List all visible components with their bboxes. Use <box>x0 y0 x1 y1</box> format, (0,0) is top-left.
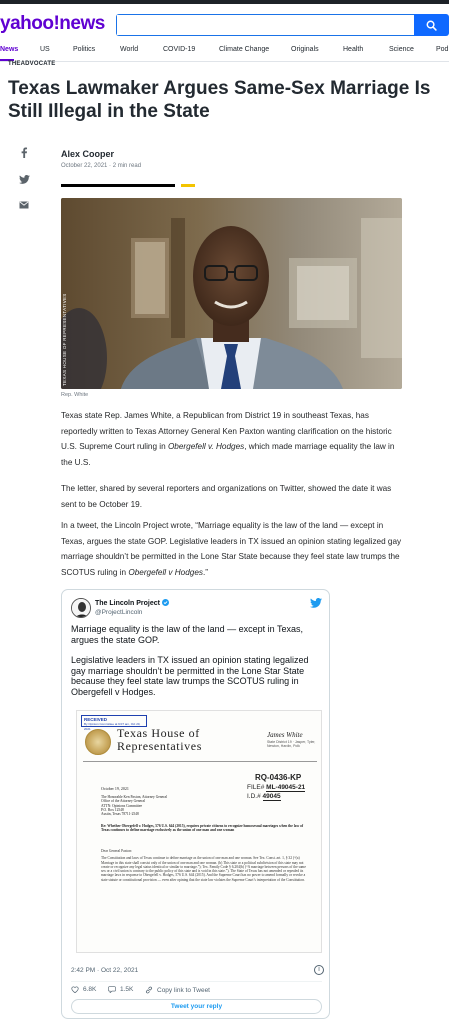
byline-bar <box>61 184 175 187</box>
reply-action[interactable] <box>108 986 133 993</box>
site-header <box>0 4 449 40</box>
paragraph-text: .” <box>202 567 208 577</box>
letter-address: The Honorable Ken Paxton, Attorney General Office of the Attorney General ATTN: Opinions Committee P.O. Box 12548 Austin, Texas 78711-2548 <box>101 795 168 817</box>
tweet-attached-document[interactable] <box>76 710 322 953</box>
letterhead-line-2: Representatives <box>117 739 202 753</box>
article-paragraph-1 <box>61 408 402 470</box>
publish-date: October 22, 2021 <box>61 163 108 169</box>
article-paragraph-2 <box>61 481 402 512</box>
file-number <box>247 784 305 791</box>
tweet-text-line-2: Legislative leaders in TX issued an opinion stating legalized gay marriage shouldn’t be permitted in the Lone Star State because they feel state law trumps the SCOTUS ruling in Obergefell v Hodges. <box>71 655 309 697</box>
nav-item-world[interactable]: World <box>120 46 139 53</box>
texas-seal-icon <box>85 729 111 755</box>
link-icon <box>145 986 153 994</box>
lincoln-portrait-icon <box>72 599 91 618</box>
id-number <box>247 793 281 800</box>
case-name: Obergefell v Hodges <box>128 567 203 577</box>
nav-item-climate[interactable]: Climate Change <box>219 46 270 53</box>
tweet-author-name[interactable] <box>95 599 169 607</box>
letter-date: October 19, 2021 <box>101 786 129 791</box>
id-value: 49045 <box>262 793 281 800</box>
reply-icon <box>108 986 116 993</box>
twitter-icon[interactable] <box>18 173 30 185</box>
nav-item-covid[interactable]: COVID-19 <box>163 46 196 53</box>
author-name[interactable]: Alex Cooper <box>61 149 115 159</box>
letterhead-rule <box>83 761 317 762</box>
like-count: 6.8K <box>83 986 97 993</box>
verified-badge-icon <box>162 599 169 606</box>
meta-separator: · <box>109 163 113 169</box>
search-input[interactable] <box>117 15 414 35</box>
tweet-timestamp[interactable]: 2:42 PM · Oct 22, 2021 <box>71 967 139 974</box>
tweet-divider <box>71 981 322 982</box>
info-icon[interactable]: i <box>314 965 324 975</box>
reply-count: 1.5K <box>120 986 134 993</box>
copy-link-action[interactable] <box>145 986 210 994</box>
twitter-bird-icon[interactable] <box>310 598 322 608</box>
article-paragraph-3 <box>61 518 402 580</box>
search-button[interactable] <box>414 14 449 36</box>
byline-accent-bar <box>181 184 195 187</box>
tweet-text <box>71 624 323 697</box>
yahoo-news-logo[interactable]: yahoo!news <box>0 13 105 34</box>
letterhead-district: State District 19 · Jasper, Tyler, Newton, Hardin, Polk <box>267 740 316 748</box>
email-icon[interactable] <box>18 199 30 211</box>
read-time: 2 min read <box>112 163 142 169</box>
photo-credit: Rep. White <box>61 392 89 398</box>
id-label: I.D.# <box>247 793 261 800</box>
received-stamp-title: RECEIVED <box>84 717 108 722</box>
letterhead-line-1: Texas House of <box>117 726 200 740</box>
tweet-text-line-1: Marriage equality is the law of the land — except in Texas, argues the state GOP. <box>71 624 303 645</box>
nav-item-originals[interactable]: Originals <box>291 46 319 53</box>
tweet-author-handle[interactable]: @ProjectLincoln <box>95 609 143 616</box>
embedded-tweet[interactable] <box>61 589 330 1019</box>
article-meta <box>61 163 141 169</box>
tweet-reply-button[interactable]: Tweet your reply <box>71 999 322 1014</box>
paragraph-text: , which made marriage equality the law in the U.S. <box>61 442 395 467</box>
search-icon <box>426 20 437 31</box>
nav-item-us[interactable]: US <box>40 46 50 53</box>
paragraph-text: In a tweet, the Lincoln Project wrote, “Marriage equality is the law of the land — except in Texas, argues the state GOP. Legislative leaders in TX issued an opinion stating legalized gay marriage shouldn’t be permitted in the Lone Star State because they feel state law trumps the SCOTUS ruling in <box>61 521 402 577</box>
letter-body <box>101 849 311 882</box>
letterhead-signature: James White <box>267 731 303 739</box>
request-number: RQ-0436-KP <box>255 773 302 782</box>
nav-item-politics[interactable]: Politics <box>73 46 96 53</box>
facebook-icon[interactable] <box>18 146 30 158</box>
publisher-logo[interactable]: THEADVOCATE <box>8 61 56 67</box>
tweet-avatar[interactable] <box>71 598 91 618</box>
hero-photo-illustration <box>61 198 402 389</box>
file-label: FILE# <box>247 784 265 791</box>
letterhead <box>117 727 202 753</box>
hero-side-credit: TEXAS HOUSE OF REPRESENTATIVES <box>62 293 67 386</box>
hero-photo[interactable] <box>61 198 402 389</box>
received-stamp-sub: By Opinion Committee at 9:07 am, Oct 20, 2021 <box>84 722 141 731</box>
letter-text: The Constitution and laws of Texas continue to define marriage as the union of one man and one woman. See Tex. Const. art. 1, § 32 (“(a) Marriage in this state shall consist only of the union of one man and one woman. (b) This state or a political subdivision of this state may not create or recognize any legal status identical or similar to marriage.”); Tex. Family Code § 6.204(b) (“A marriage between persons of the same sex or a civil union is contrary to the public policy of this state and is void in this state.”). The State of Texas has not amended or repealed its marriage laws in response to Obergefell v. Hodges, 576 U.S. 644 (2015). And the Supreme Court has no power to amend formally or revoke a state statute or constitutional provision — even after opining that the state law violates the Supreme Court’s interpretation of the Constitution. <box>101 856 306 882</box>
like-action[interactable] <box>71 986 96 993</box>
file-value: ML-49045-21 <box>266 784 306 791</box>
letter-salutation: Dear General Paxton: <box>101 849 133 853</box>
heart-icon <box>71 986 79 993</box>
nav-item-podcasts[interactable]: Pod <box>436 46 449 53</box>
paragraph-text: The letter, shared by several reporters and organizations on Twitter, showed the date it was sent to be October 19. <box>61 484 392 509</box>
search-field[interactable] <box>116 14 414 36</box>
paragraph-text: Texas state Rep. James White, a Republican from District 19 in southeast Texas, has reportedly written to Texas Attorney General Ken Paxton wanting clarification on the historic U.S. Supreme Court ruling in <box>61 411 392 451</box>
nav-item-science[interactable]: Science <box>389 46 414 53</box>
category-nav <box>0 42 449 60</box>
copy-link-label: Copy link to Tweet <box>157 986 210 994</box>
letter-subject: Re: Whether Obergefell v. Hodges, 576 U.S. 644 (2015), requires private citizens to recognize homosexual marriages when the law of Texas continues to define marriage exclusively as the union of one man and one woman <box>101 824 304 833</box>
case-name: Obergefell v. Hodges <box>167 442 245 451</box>
nav-item-news[interactable]: News <box>0 46 19 53</box>
tweet-author-label: The Lincoln Project <box>95 600 160 607</box>
nav-item-health[interactable]: Health <box>343 46 364 53</box>
article-headline: Texas Lawmaker Argues Same-Sex Marriage Is Still Illegal in the State <box>8 78 431 122</box>
nav-divider <box>0 61 449 62</box>
